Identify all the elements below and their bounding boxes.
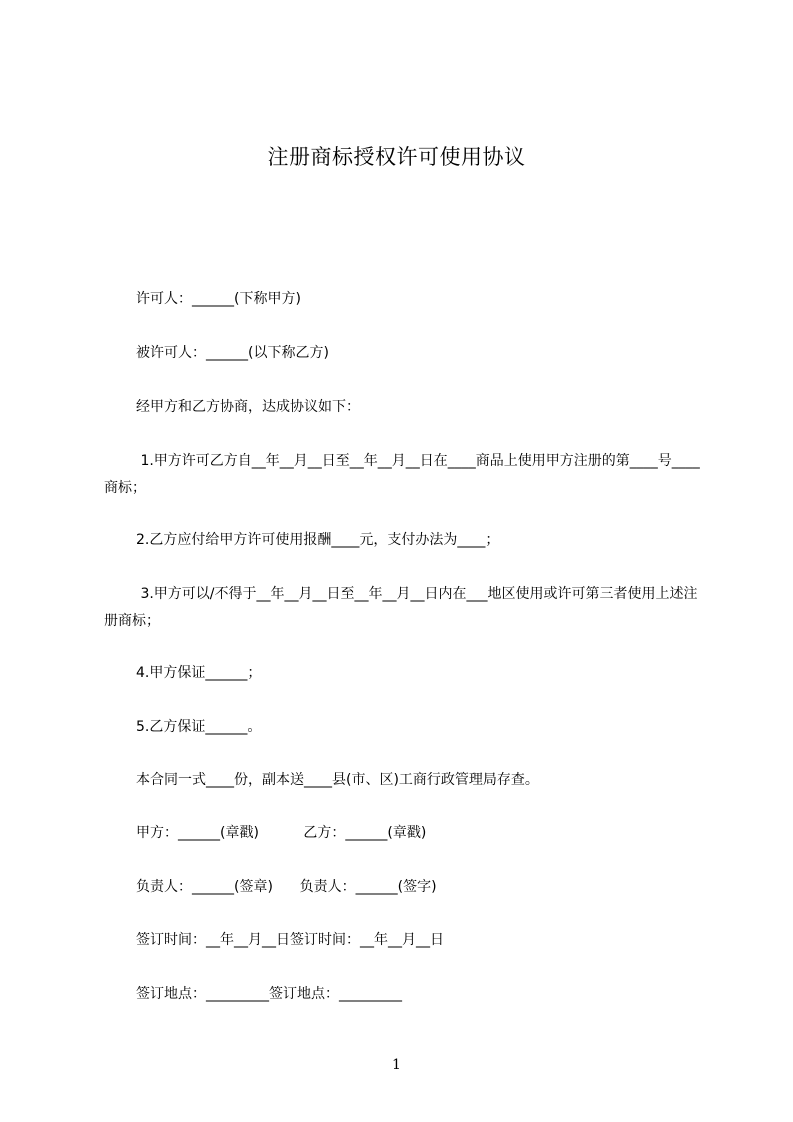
agreement-intro: 经甲方和乙方协商，达成协议如下： — [136, 399, 360, 415]
signing-place-line: 签订地点：_________签订地点：_________ — [136, 986, 402, 1002]
document-title: 注册商标授权许可使用协议 — [267, 145, 526, 169]
clause-2: 2.乙方应付给甲方许可使用报酬____元，支付办法为____； — [136, 532, 500, 548]
clause-4: 4.甲方保证______； — [136, 665, 262, 681]
party-seal-line: 甲方：______(章戳) 乙方：______(章戳) — [136, 825, 427, 841]
licensor-line: 许可人：______(下称甲方) — [136, 291, 301, 307]
copies-clause: 本合同一式____份，副本送____县(市、区)工商行政管理局存查。 — [136, 772, 539, 788]
clause-3: 3.甲方可以/不得于__年__月__日至__年__月__日内在___地区使用或许可第三者使用上述注册商标； — [104, 586, 698, 629]
responsible-person-line: 负责人：______(签章) 负责人：______(签字) — [136, 879, 437, 895]
clause-5: 5.乙方保证______。 — [136, 719, 262, 735]
clause-1: 1.甲方许可乙方自__年__月__日至__年__月__日在____商品上使用甲方注册的第____号____商标； — [104, 453, 700, 496]
signing-date-line: 签订时间：__年__月__日签订时间：__年__月__日 — [136, 932, 444, 948]
licensee-line: 被许可人：______(以下称乙方) — [136, 345, 329, 361]
page-number: 1 — [392, 1057, 401, 1073]
